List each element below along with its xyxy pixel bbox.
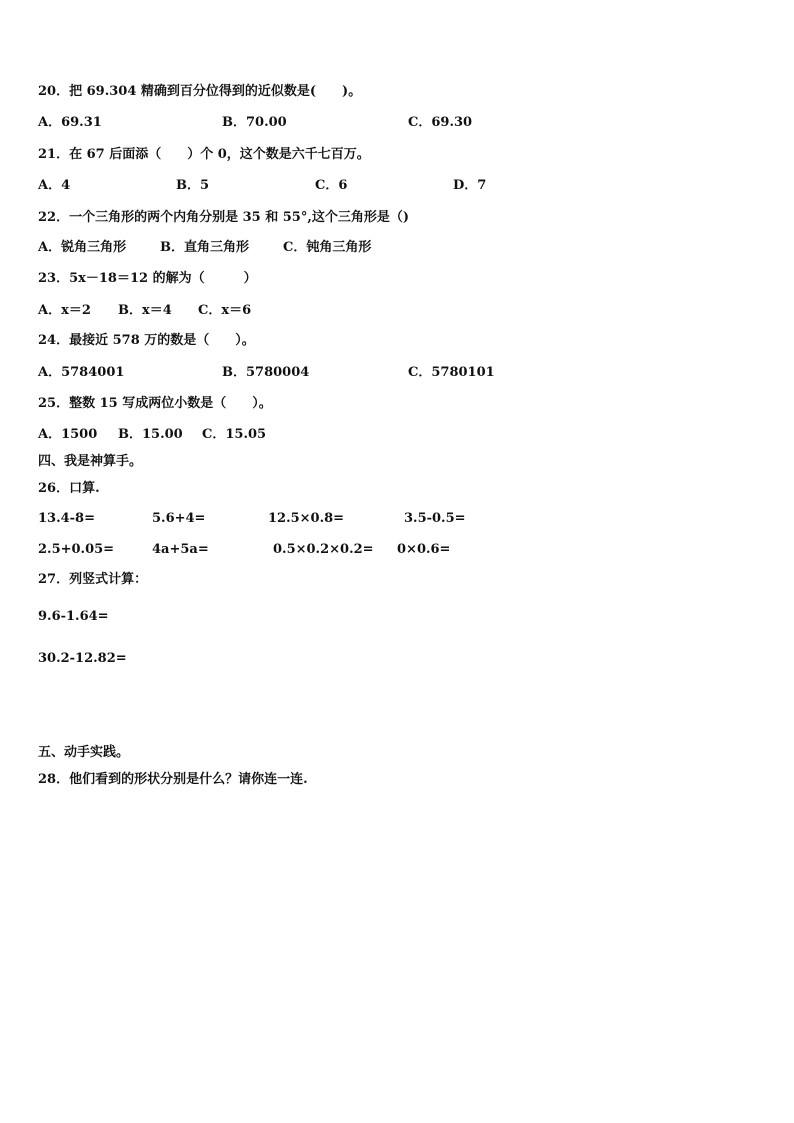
question-22-stem: 22．一个三角形的两个内角分别是 35 和 55°,这个三角形是（) (38, 210, 410, 225)
oral-calc-item: 2.5+0.05= (38, 542, 115, 557)
question-22-option-a: A．锐角三角形 (38, 240, 127, 255)
question-21-stem: 21．在 67 后面添（ ）个 0，这个数是六千七百万。 (38, 147, 370, 162)
oral-calc-item: 3.5-0.5= (404, 511, 466, 526)
vertical-calc-item: 30.2-12.82= (38, 651, 127, 666)
question-27-stem: 27．列竖式计算： (38, 572, 148, 587)
oral-calc-item: 0.5×0.2×0.2= (273, 542, 374, 557)
question-20-option-c: C．69.30 (408, 115, 473, 130)
question-24-stem: 24．最接近 578 万的数是（ ）。 (38, 333, 255, 348)
question-20-stem: 20．把 69.304 精确到百分位得到的近似数是( )。 (38, 84, 362, 99)
question-23-option-c: C．x＝6 (198, 303, 252, 318)
question-25-option-c: C．15.05 (202, 427, 267, 442)
question-21-option-a: A．4 (38, 178, 71, 193)
question-20-option-a: A．69.31 (38, 115, 102, 130)
oral-calc-item: 5.6+4= (152, 511, 206, 526)
oral-calc-item: 4a+5a= (152, 542, 209, 557)
question-22-option-c: C．钝角三角形 (283, 240, 372, 255)
question-22-option-b: B．直角三角形 (160, 240, 249, 255)
question-21-option-b: B．5 (176, 178, 210, 193)
vertical-calc-item: 9.6-1.64= (38, 609, 109, 624)
question-23-stem: 23．5x－18＝12 的解为（ ） (38, 271, 257, 286)
question-25-option-a: A．1500 (38, 427, 98, 442)
question-23-option-b: B．x＝4 (118, 303, 172, 318)
question-21-option-d: D．7 (453, 178, 487, 193)
question-24-option-c: C．5780101 (408, 365, 495, 380)
question-25-stem: 25．整数 15 写成两位小数是（ ）。 (38, 396, 272, 411)
question-28-stem: 28．他们看到的形状分别是什么？请你连一连. (38, 772, 308, 787)
oral-calc-item: 0×0.6= (397, 542, 451, 557)
question-24-option-a: A．5784001 (38, 365, 125, 380)
question-21-option-c: C．6 (315, 178, 348, 193)
section-4-title: 四、我是神算手。 (38, 454, 143, 469)
oral-calc-item: 12.5×0.8= (268, 511, 345, 526)
question-20-option-b: B．70.00 (222, 115, 287, 130)
oral-calc-item: 13.4-8= (38, 511, 95, 526)
question-23-option-a: A．x＝2 (38, 303, 91, 318)
question-26-stem: 26．口算. (38, 481, 100, 496)
question-25-option-b: B．15.00 (118, 427, 183, 442)
section-5-title: 五、动手实践。 (38, 745, 130, 760)
question-24-option-b: B．5780004 (222, 365, 310, 380)
